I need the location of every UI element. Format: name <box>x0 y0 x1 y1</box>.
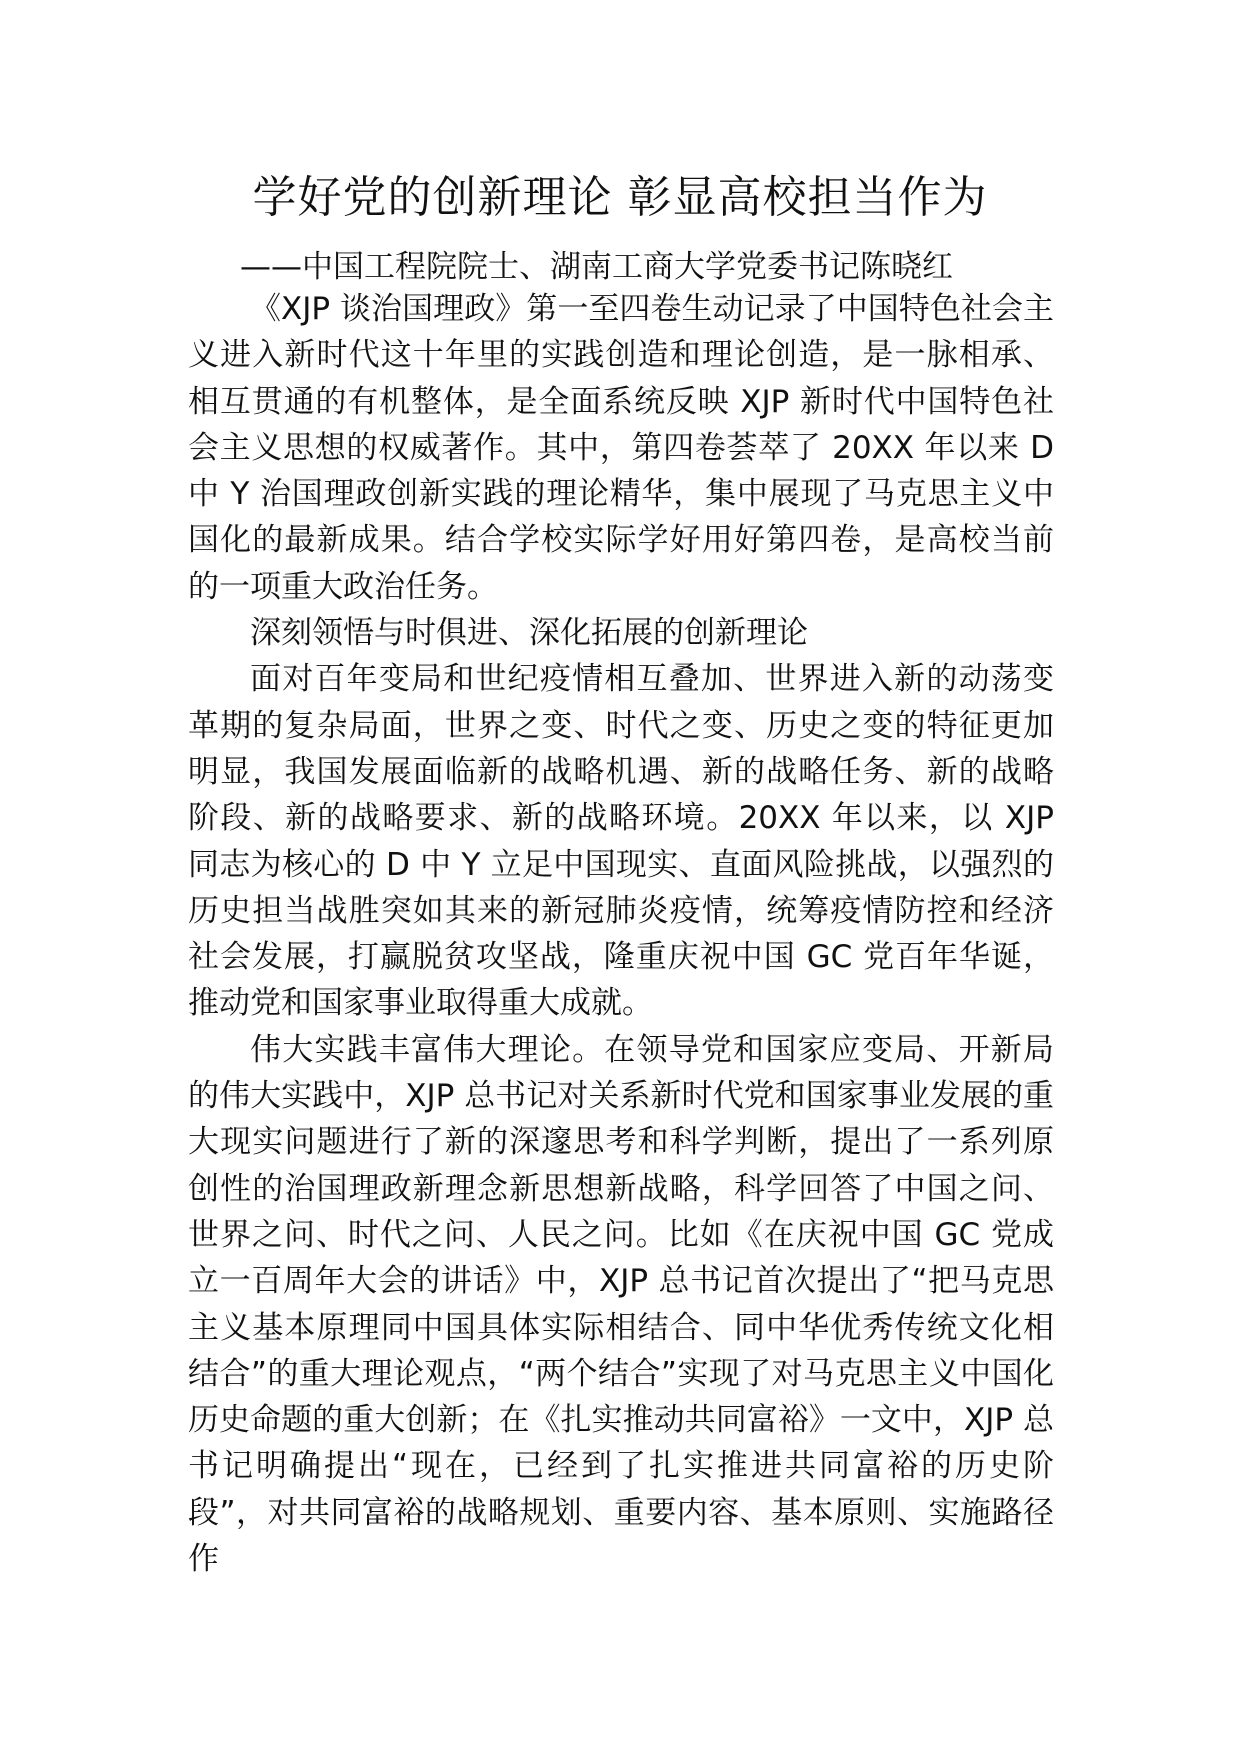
paragraph-theory: 伟大实践丰富伟大理论。在领导党和国家应变局、开新局的伟大实践中，XJP 总书记对关系新时代党和国家事业发展的重大现实问题进行了新的深邃思考和科学判断，提出了一系列原创性的治国理政新理念新思想新战略，科学回答了中国之问、世界之问、时代之问、人民之问。比如《在庆祝中国 GC 党成立一百周年大会的讲话》中，XJP 总书记首次提出了“把马克思主义基本原理同中国具体实际相结合、同中华优秀传统文化相结合”的重大理论观点，“两个结合”实现了对马克思主义中国化历史命题的重大创新；在《扎实推动共同富裕》一文中，XJP 总书记明确提出“现在，已经到了扎实推进共同富裕的历史阶段”，对共同富裕的战略规划、重要内容、基本原则、实施路径作 <box>188 1031 1054 1578</box>
paragraph-context: 面对百年变局和世纪疫情相互叠加、世界进入新的动荡变革期的复杂局面，世界之变、时代之变、历史之变的特征更加明显，我国发展面临新的战略机遇、新的战略任务、新的战略阶段、新的战略要求、新的战略环境。20XX 年以来，以 XJP 同志为核心的 D 中 Y 立足中国现实、直面风险挑战，以强烈的历史担当战胜突如其来的新冠肺炎疫情，统筹疫情防控和经济社会发展，打赢脱贫攻坚战，隆重庆祝中国 GC 党百年华诞，推动党和国家事业取得重大成就。 <box>188 661 1054 1022</box>
document-body <box>188 286 1054 1582</box>
document-subtitle: ——中国工程院院士、湖南工商大学党委书记陈晓红 <box>240 249 953 285</box>
paragraph-intro: 《XJP 谈治国理政》第一至四卷生动记录了中国特色社会主义进入新时代这十年里的实践创造和理论创造，是一脉相承、相互贯通的有机整体，是全面系统反映 XJP 新时代中国特色社会主义思想的权威著作。其中，第四卷荟萃了 20XX 年以来 D 中 Y 治国理政创新实践的理论精华，集中展现了马克思主义中国化的最新成果。结合学校实际学好用好第四卷，是高校当前的一项重大政治任务。 <box>188 291 1054 605</box>
section-heading: 深刻领悟与时俱进、深化拓展的创新理论 <box>250 615 808 652</box>
document-title: 学好党的创新理论 彰显高校担当作为 <box>252 172 988 223</box>
